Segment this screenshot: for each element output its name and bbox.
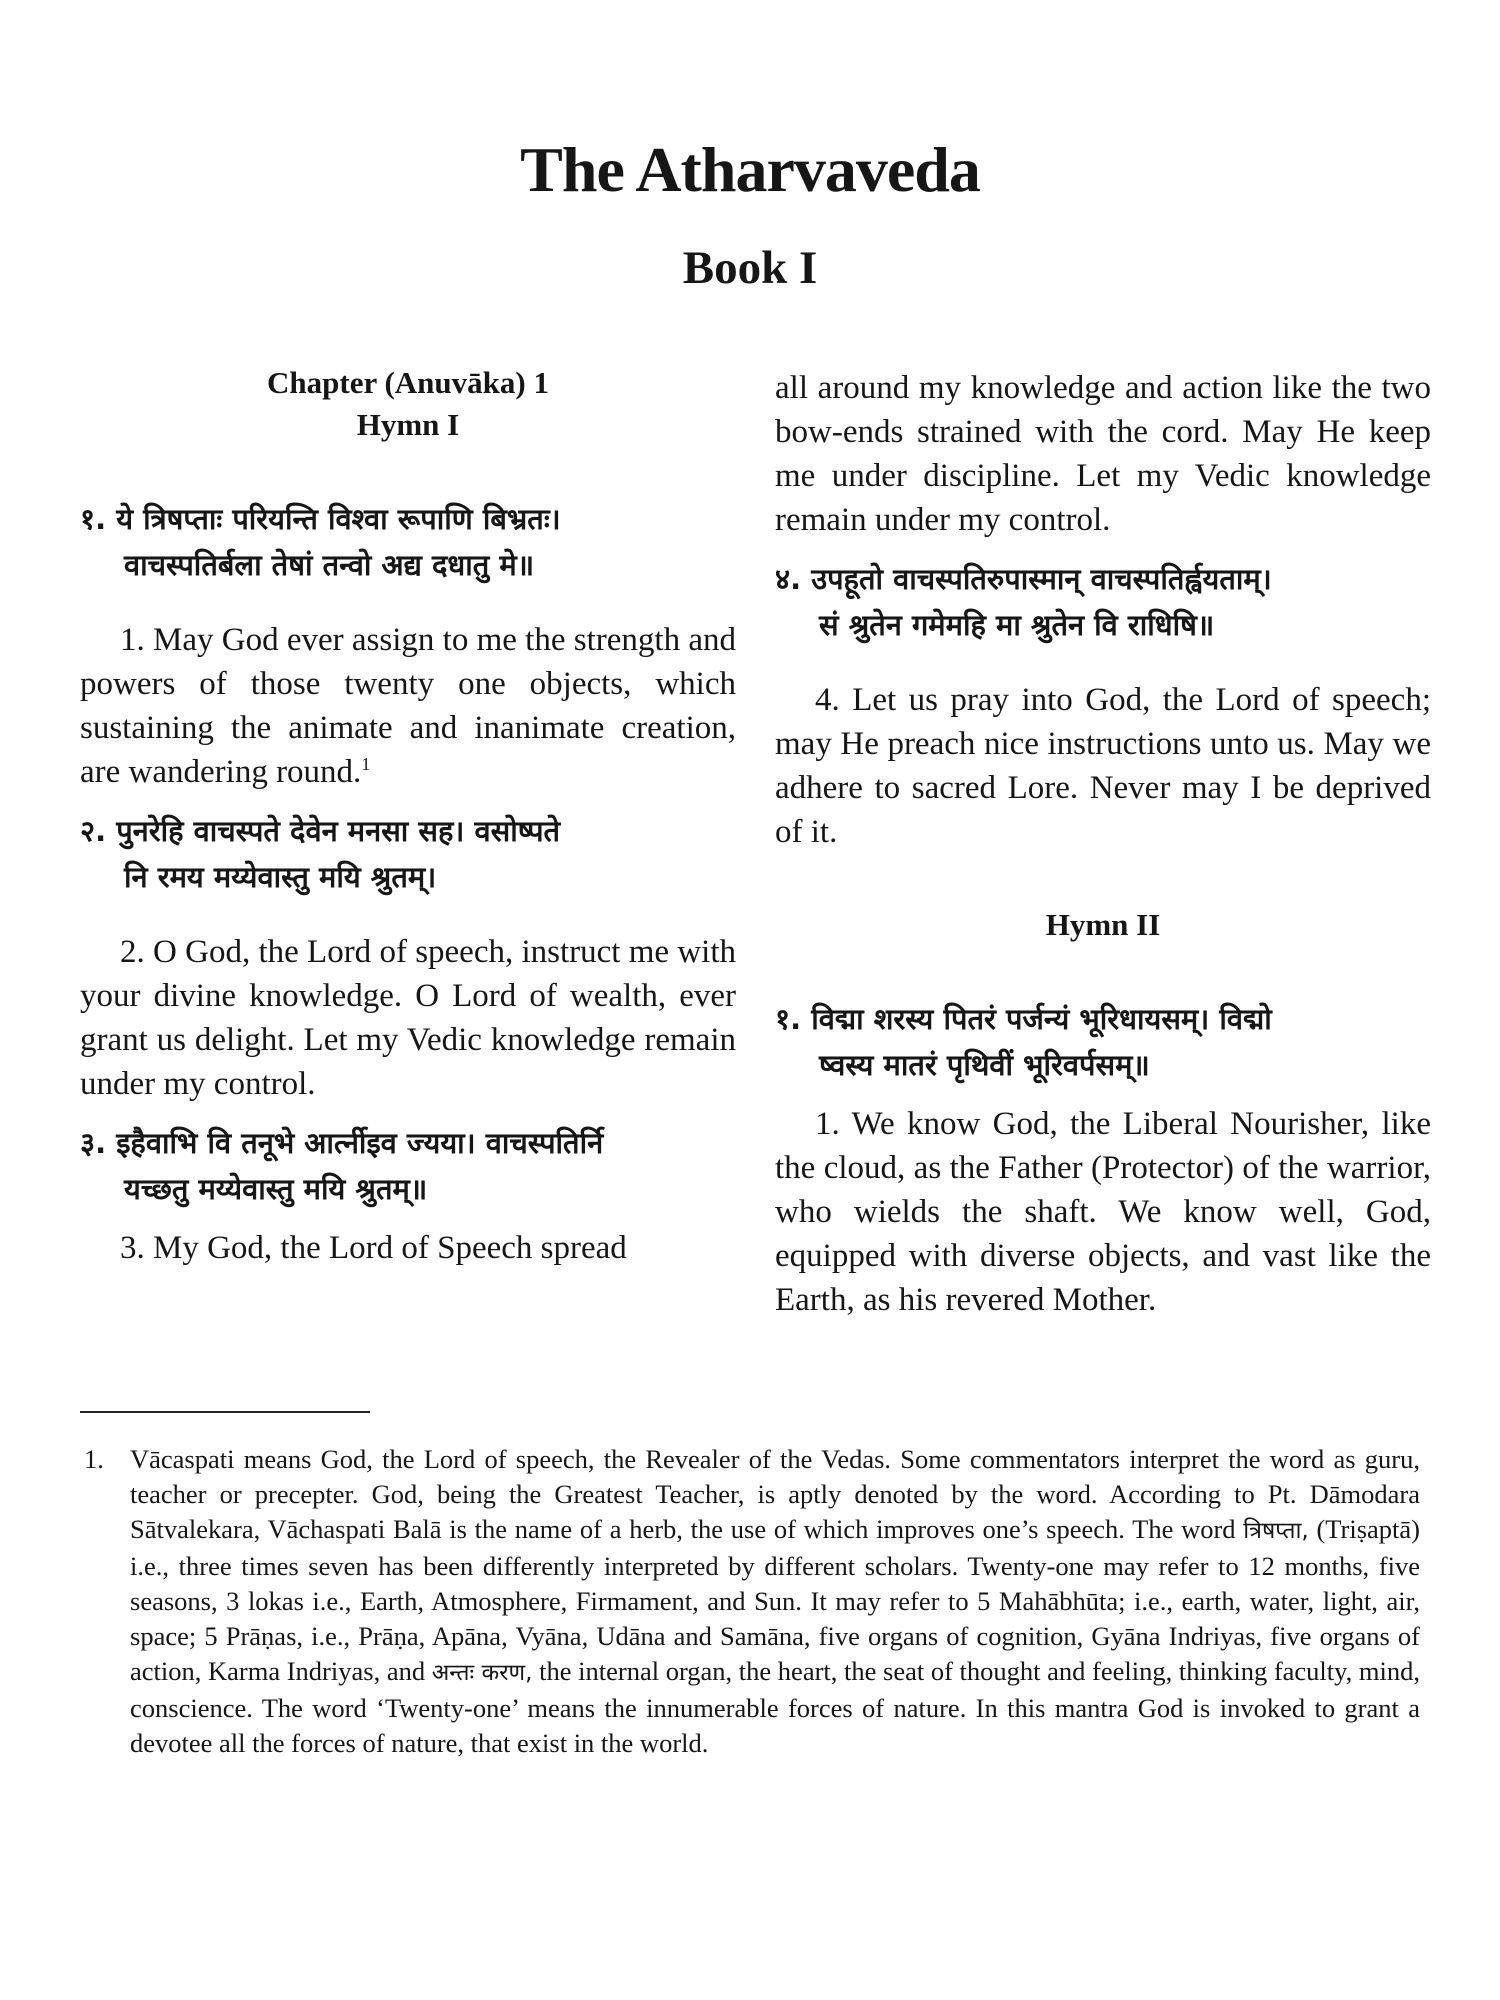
sanskrit-line: सं श्रुतेन गमेमहि मा श्रुतेन वि राधिषि॥ (819, 608, 1215, 642)
verse-sanskrit (775, 556, 1431, 648)
footnote-text: the internal organ, the heart, the seat of thought and feeling, thinking faculty, mind, conscience. The word ‘Twenty-one’ means the innumerable forces of nature. In this mantra God is invoked to grant a devotee all the forces of nature, that exist in the world. (130, 1656, 1421, 1758)
footnote-number: 1. (84, 1444, 104, 1474)
right-column (775, 366, 1431, 1322)
verse-translation (80, 618, 736, 794)
chapter-heading: Chapter (Anuvāka) 1 (267, 365, 549, 400)
verse-sanskrit (80, 1120, 736, 1212)
sanskrit-line: ४. उपहूतो वाचस्पतिरुपास्मान् वाचस्पतिर्ह्वयताम्। (775, 562, 1272, 596)
verse-sanskrit (80, 496, 736, 588)
sanskrit-line: १. विद्मा शरस्य पितरं पर्जन्यं भूरिधायसम्। विद्मो (775, 1002, 1272, 1036)
sanskrit-line: ३. इहैवाभि वि तनूभे आर्त्नीइव ज्यया। वाचस्पतिर्नि (80, 1126, 604, 1160)
verse-translation-continued: all around my knowledge and action like the two bow-ends strained with the cord. May He keep me under discipline. Let my Vedic knowledge remain under my control. (775, 370, 1431, 538)
footnote-mark: 1 (361, 754, 371, 774)
footnote (84, 1442, 1421, 1761)
footnote-devanagari: त्रिषप्ता, (1243, 1518, 1309, 1544)
verse-translation: 1. We know God, the Liberal Nourisher, like the cloud, as the Father (Protector) of the warrior, who wields the shaft. We know well, God, equipped with diverse objects, and vast like the Earth, as his revered Mother. (775, 1106, 1431, 1318)
footnote-text: (Triṣaptā) i.e., three times seven has been differently interpreted by different scholars. Twenty-one may refer to 12 months, five seasons, 3 lokas i.e., Earth, Atmosphere, Firmament, and Sun. It may refer to 5 Mahābhūta; i.e., earth, water, light, air, space; 5 Prāṇas, i.e., Prāṇa, Apāna, Vyāna, Udāna and Samāna, five organs of cognition, Gyāna Indriyas, five organs of action, Karma Indriyas, and (130, 1514, 1421, 1686)
footnote-devanagari: अन्तः करण, (431, 1660, 533, 1686)
sanskrit-line: २. पुनरेहि वाचस्पते देवेन मनसा सह। वसोष्पते (80, 814, 561, 848)
hymn-heading: Hymn II (1045, 907, 1161, 942)
verse-sanskrit (775, 996, 1431, 1088)
sanskrit-line: नि रमय मय्येवास्तु मयि श्रुतम्। (124, 860, 437, 894)
sanskrit-line: वाचस्पतिर्बला तेषां तन्वो अद्य दधातु मे॥ (124, 548, 535, 582)
left-column (80, 362, 736, 1270)
footnote-rule (80, 1411, 370, 1413)
verse-sanskrit (80, 808, 736, 900)
verse-translation: 2. O God, the Lord of speech, instruct me with your divine knowledge. O Lord of wealth, ever grant us delight. Let my Vedic knowledge remain under my control. (80, 934, 736, 1102)
verse-translation: 3. My God, the Lord of Speech spread (120, 1230, 627, 1266)
sanskrit-line: १. ये त्रिषप्ताः परियन्ति विश्वा रूपाणि बिभ्रतः। (80, 502, 561, 536)
verse-translation: 4. Let us pray into God, the Lord of speech; may He preach nice instructions unto us. May we adhere to sacred Lore. Never may I be deprived of it. (775, 682, 1431, 850)
footnote-text: Vācaspati means God, the Lord of speech, the Revealer of the Vedas. Some commentators interpret the word as guru, teacher or precepter. God, being the Greatest Teacher, is aptly denoted by the word. According to Pt. Dāmodara Sātvalekara, Vāchaspati Balā is the name of a herb, the use of which improves one’s speech. The word (130, 1444, 1420, 1544)
sanskrit-line: ष्वस्य मातरं पृथिवीं भूरिवर्पसम्॥ (819, 1048, 1150, 1082)
translation-text: 1. May God ever assign to me the strength and powers of those twenty one objects, which sustaining the animate and inanimate creation, are wandering round. (80, 622, 736, 790)
book-number: Book I (682, 242, 818, 294)
sanskrit-line: यच्छतु मय्येवास्तु मयि श्रुतम्॥ (124, 1172, 428, 1206)
book-title: The Atharvaveda (520, 134, 980, 205)
hymn-heading: Hymn I (356, 407, 460, 442)
